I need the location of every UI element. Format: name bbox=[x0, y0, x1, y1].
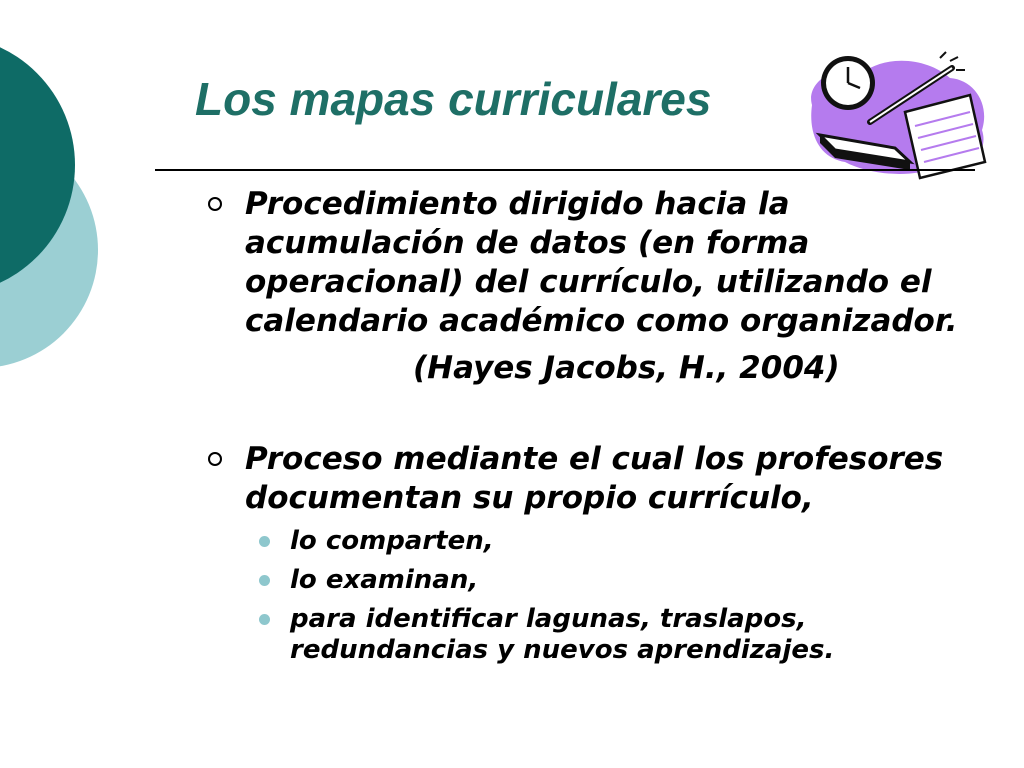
slide-title: Los mapas curriculares bbox=[195, 73, 712, 125]
bullet-item bbox=[205, 185, 975, 341]
citation: (Hayes Jacobs, H., 2004) bbox=[413, 350, 840, 386]
sub-bullet-text: lo examinan, bbox=[290, 565, 479, 595]
sub-bullet-text: lo comparten, bbox=[290, 526, 494, 556]
sub-bullet-item bbox=[205, 565, 975, 596]
teal-dot-bullet-icon bbox=[259, 614, 270, 625]
spacer bbox=[205, 388, 975, 440]
title-divider bbox=[155, 169, 975, 171]
hollow-circle-bullet-icon bbox=[208, 452, 222, 466]
decorative-circles bbox=[0, 0, 120, 420]
sub-bullet-item bbox=[205, 604, 975, 666]
hollow-circle-bullet-icon bbox=[208, 197, 222, 211]
bullet-text: Proceso mediante el cual los profesores documentan su propio currículo, bbox=[245, 441, 944, 516]
sub-bullet-item bbox=[205, 526, 975, 557]
clock-icon bbox=[821, 56, 875, 110]
slide-body bbox=[205, 185, 975, 666]
teal-dot-bullet-icon bbox=[259, 575, 270, 586]
clock-book-pencil-paper-clipart bbox=[800, 50, 995, 180]
bullet-item bbox=[205, 440, 975, 518]
teal-dot-bullet-icon bbox=[259, 536, 270, 547]
sub-bullet-text: para identificar lagunas, traslapos, redundancias y nuevos aprendizajes. bbox=[290, 604, 835, 665]
bullet-text: Procedimiento dirigido hacia la acumulación de datos (en forma operacional) del currículo, utilizando el calendario académico como organizador. bbox=[245, 186, 958, 339]
